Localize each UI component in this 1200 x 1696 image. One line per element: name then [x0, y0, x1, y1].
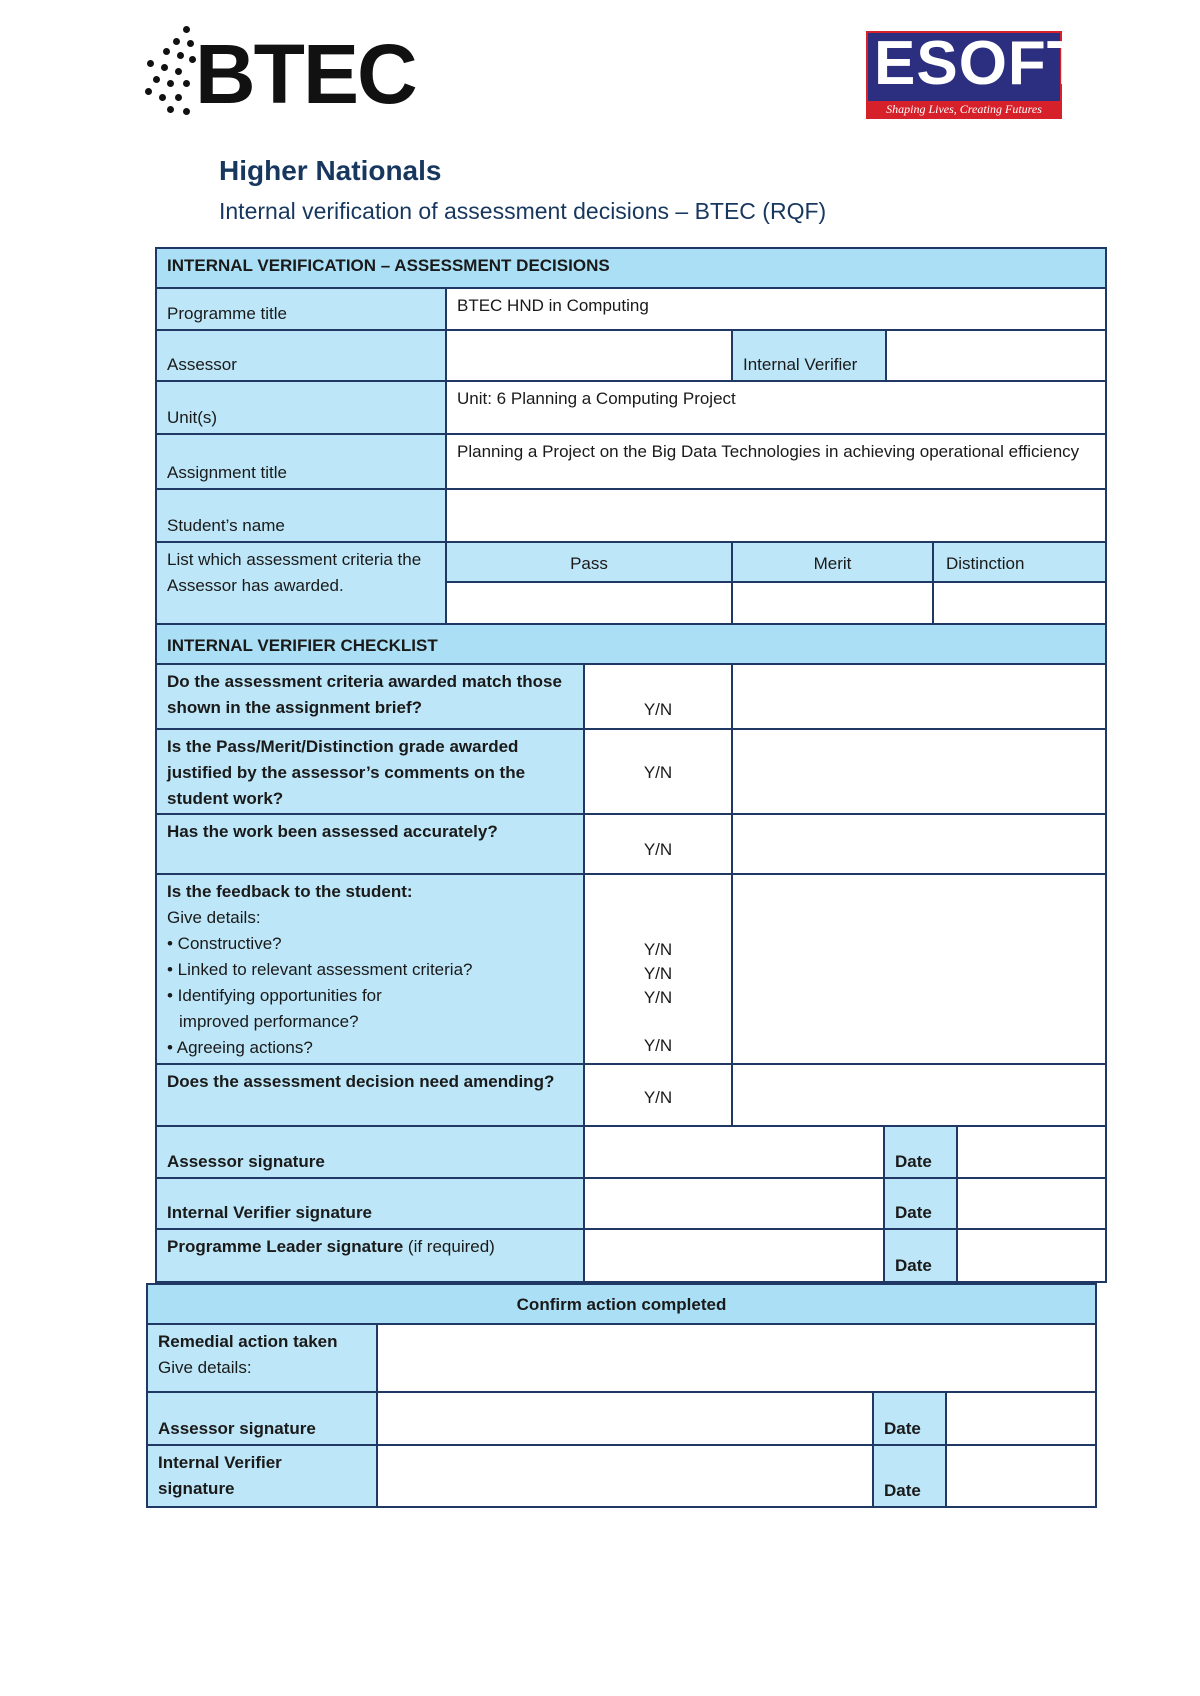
pl-signature-label-cell: [155, 1228, 585, 1283]
units-field[interactable]: [445, 380, 1107, 435]
checklist-question-2: [155, 728, 585, 815]
criteria-label-cell: [155, 541, 447, 625]
yn-label: Y/N: [643, 988, 673, 1007]
checklist-question-1-text: Do the assessment criteria awarded match those shown in the assignment brief?: [167, 672, 562, 717]
confirm-iv-date-field[interactable]: [945, 1444, 1097, 1508]
esoft-logo: [866, 29, 1086, 119]
section-title: INTERNAL VERIFICATION – ASSESSMENT DECISIONS: [167, 256, 610, 275]
remedial-give-details: Give details:: [158, 1358, 252, 1377]
comment-field-3[interactable]: [731, 813, 1107, 875]
confirm-assessor-label-cell: [146, 1391, 378, 1446]
merit-header: [731, 541, 934, 583]
confirm-iv-label-cell: [146, 1444, 378, 1508]
merit-label: Merit: [813, 554, 852, 573]
assignment-title-label: Assignment title: [167, 463, 287, 482]
comment-field-5[interactable]: [731, 1063, 1107, 1127]
q4-bullet-identifying: • Identifying opportunities for: [167, 986, 382, 1005]
yn-label: Y/N: [643, 840, 673, 859]
date-label: Date: [895, 1256, 932, 1275]
remedial-label: Remedial action taken: [158, 1332, 338, 1351]
units-label-cell: [155, 380, 447, 435]
pl-signature-note: (if required): [403, 1237, 495, 1256]
confirm-header: [146, 1283, 1097, 1325]
yn-label: Y/N: [643, 1036, 673, 1055]
programme-title-field[interactable]: [445, 287, 1107, 331]
confirm-assessor-signature-field[interactable]: [376, 1391, 874, 1446]
confirm-assessor-label: Assessor signature: [158, 1419, 316, 1438]
yn-field-1[interactable]: [583, 663, 733, 730]
confirm-assessor-date-label-cell: [872, 1391, 947, 1446]
date-label: Date: [884, 1481, 921, 1500]
esoft-wordmark: ESOFT: [874, 29, 1086, 98]
confirm-iv-label-line1: Internal Verifier: [158, 1453, 282, 1472]
assessor-signature-field[interactable]: [583, 1125, 885, 1179]
comment-field-4[interactable]: [731, 873, 1107, 1065]
assessor-date-field[interactable]: [956, 1125, 1107, 1179]
assessor-label-cell: [155, 329, 447, 382]
confirm-iv-date-label-cell: [872, 1444, 947, 1508]
confirm-iv-label-line2: signature: [158, 1479, 235, 1498]
iv-signature-label-cell: [155, 1177, 585, 1230]
merit-criteria-field[interactable]: [731, 581, 934, 625]
programme-title-label: Programme title: [167, 304, 287, 323]
checklist-question-5: [155, 1063, 585, 1127]
programme-title-value: BTEC HND in Computing: [457, 296, 649, 315]
yn-field-4[interactable]: [583, 873, 733, 1065]
pl-date-field[interactable]: [956, 1228, 1107, 1283]
yn-label: Y/N: [643, 1088, 673, 1107]
section-header-assessment-decisions: [155, 247, 1107, 289]
q4-bullet-identifying-cont: improved performance?: [179, 1012, 359, 1031]
assessor-label: Assessor: [167, 355, 237, 374]
date-label: Date: [895, 1203, 932, 1222]
pass-criteria-field[interactable]: [445, 581, 733, 625]
yn-field-5[interactable]: [583, 1063, 733, 1127]
section-header-checklist: [155, 623, 1107, 665]
btec-logo: [143, 26, 416, 121]
units-value: Unit: 6 Planning a Computing Project: [457, 389, 736, 408]
pl-signature-field[interactable]: [583, 1228, 885, 1283]
distinction-label: Distinction: [946, 554, 1025, 573]
checklist-title: INTERNAL VERIFIER CHECKLIST: [167, 636, 438, 655]
yn-field-2[interactable]: [583, 728, 733, 815]
comment-field-1[interactable]: [731, 663, 1107, 730]
programme-title-label-cell: [155, 287, 447, 331]
yn-label: Y/N: [643, 940, 673, 959]
page-subtitle: Internal verification of assessment decisions – BTEC (RQF): [219, 198, 827, 224]
assessor-field[interactable]: [445, 329, 733, 382]
checklist-question-3-text: Has the work been assessed accurately?: [167, 822, 498, 841]
iv-signature-label: Internal Verifier signature: [167, 1203, 373, 1222]
student-name-field[interactable]: [445, 488, 1107, 543]
date-label: Date: [895, 1152, 932, 1171]
assessor-signature-label-cell: [155, 1125, 585, 1179]
assignment-title-label-cell: [155, 433, 447, 490]
q4-bullet-constructive: • Constructive?: [167, 934, 282, 953]
assignment-title-field[interactable]: [445, 433, 1107, 490]
q4-title: Is the feedback to the student:: [167, 882, 413, 901]
units-label: Unit(s): [167, 408, 218, 427]
date-label: Date: [884, 1419, 921, 1438]
confirm-assessor-date-field[interactable]: [945, 1391, 1097, 1446]
iv-date-field[interactable]: [956, 1177, 1107, 1230]
btec-wordmark: BTEC: [195, 27, 416, 121]
iv-date-label-cell: [883, 1177, 958, 1230]
yn-field-3[interactable]: [583, 813, 733, 875]
esoft-tagline: Shaping Lives, Creating Futures: [868, 101, 1060, 117]
assessor-date-label-cell: [883, 1125, 958, 1179]
checklist-question-3: [155, 813, 585, 875]
yn-label: Y/N: [643, 763, 673, 782]
pl-signature-label: Programme Leader signature: [167, 1237, 404, 1256]
internal-verifier-field[interactable]: [885, 329, 1107, 382]
comment-field-2[interactable]: [731, 728, 1107, 815]
criteria-label: List which assessment criteria the Assessor has awarded.: [167, 550, 422, 595]
assessor-signature-label: Assessor signature: [167, 1152, 325, 1171]
student-name-label-cell: [155, 488, 447, 543]
pl-date-label-cell: [883, 1228, 958, 1283]
confirm-title: Confirm action completed: [516, 1295, 727, 1314]
assignment-title-value: Planning a Project on the Big Data Technologies in achieving operational efficiency: [457, 442, 1080, 461]
q4-bullet-agreeing: • Agreeing actions?: [167, 1038, 313, 1057]
btec-dots-graphic: [143, 26, 199, 118]
yn-label: Y/N: [643, 964, 673, 983]
pass-label: Pass: [570, 554, 608, 573]
pass-header: [445, 541, 733, 583]
checklist-question-1: [155, 663, 585, 730]
checklist-question-5-text: Does the assessment decision need amending?: [167, 1072, 555, 1091]
remedial-field[interactable]: [376, 1323, 1097, 1393]
distinction-header: [932, 541, 1107, 583]
yn-label: Y/N: [643, 700, 673, 719]
distinction-criteria-field[interactable]: [932, 581, 1107, 625]
page-title: Higher Nationals: [219, 155, 442, 186]
q4-bullet-linked: • Linked to relevant assessment criteria?: [167, 960, 473, 979]
iv-signature-field[interactable]: [583, 1177, 885, 1230]
confirm-iv-signature-field[interactable]: [376, 1444, 874, 1508]
checklist-question-4: [155, 873, 585, 1065]
student-name-label: Student’s name: [167, 516, 285, 535]
q4-give-details: Give details:: [167, 908, 261, 927]
checklist-question-2-text: Is the Pass/Merit/Distinction grade awarded justified by the assessor’s comments on the student work?: [167, 737, 526, 808]
internal-verifier-label-cell: [731, 329, 887, 382]
remedial-label-cell: [146, 1323, 378, 1393]
internal-verifier-label: Internal Verifier: [743, 355, 858, 374]
